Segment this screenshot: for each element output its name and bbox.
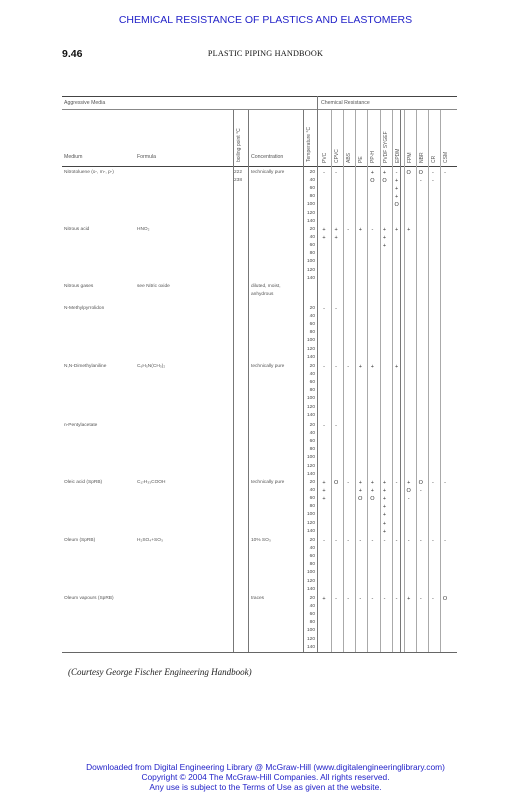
resistance-rating: +	[382, 235, 387, 242]
resistance-rating: +	[370, 488, 374, 495]
chemical-formula: HNO₂	[137, 227, 150, 232]
resistance-rating: -	[419, 596, 422, 602]
resistance-rating: -	[371, 227, 374, 233]
resistance-rating: +	[322, 227, 326, 233]
temperature-value: 40	[309, 431, 315, 437]
temperature-value: 60	[309, 380, 315, 386]
concentration-value: technically pure	[251, 170, 285, 175]
resistance-rating: +	[382, 496, 387, 503]
resistance-rating: -	[323, 423, 325, 429]
material-column-header: PE	[358, 156, 365, 163]
chemical-formula: C₆H₅N(CH₃)₂	[137, 364, 166, 369]
temperature-value: 80	[309, 388, 315, 394]
temperature-value: 80	[309, 194, 315, 200]
resistance-rating: +	[322, 235, 326, 242]
chemical-formula: see Nitric oxide	[137, 284, 170, 289]
temperature-value: 60	[309, 612, 315, 618]
medium-name: N-Methylpyrrolidon	[64, 306, 105, 311]
resistance-rating: +	[382, 243, 387, 250]
resistance-rating: +	[358, 488, 362, 495]
table-bottom-rule	[62, 652, 457, 653]
resistance-rating: O	[370, 496, 375, 503]
formula-column-header: Formula	[137, 154, 157, 160]
resistance-rating: -	[407, 496, 410, 503]
footer-copyright-line: Copyright © 2004 The McGraw-Hill Companies. All rights reserved.	[141, 772, 390, 782]
temperature-value: 80	[309, 562, 315, 568]
resistance-rating: +	[382, 504, 387, 511]
resistance-rating: +	[334, 235, 338, 242]
resistance-rating: -	[383, 596, 386, 602]
material-column-divider	[380, 110, 381, 652]
medium-name: Oleic acid (SpRB)	[64, 480, 103, 485]
resistance-rating: -	[419, 488, 422, 495]
resistance-rating: -	[335, 538, 338, 544]
material-column-divider	[428, 110, 429, 652]
resistance-rating: -	[431, 596, 434, 602]
material-column-divider	[355, 110, 356, 652]
temperature-value: 140	[306, 412, 315, 418]
temperature-value: 100	[306, 259, 315, 265]
temperature-value: 20	[309, 170, 315, 175]
resistance-rating: -	[444, 170, 446, 176]
material-column-header: PVDF SYGEF	[382, 131, 389, 163]
material-column-divider	[404, 110, 405, 652]
boiling-point-value: 238	[234, 178, 243, 184]
temperature-value: 100	[306, 338, 315, 344]
temperature-value: 20	[309, 596, 315, 601]
resistance-rating: -	[335, 306, 338, 312]
aggressive-media-header: Aggressive Media	[64, 100, 106, 106]
material-column-header: NBR	[418, 152, 425, 163]
temperature-value: 120	[306, 210, 315, 216]
resistance-rating: -	[347, 596, 350, 602]
resistance-rating: -	[335, 364, 338, 370]
resistance-rating: -	[347, 538, 350, 544]
resistance-rating: O	[406, 170, 411, 176]
temperature-value: 20	[309, 306, 315, 311]
resistance-rating: +	[370, 364, 374, 370]
temperature-value: 120	[306, 520, 315, 526]
footer-download-line: Downloaded from Digital Engineering Library @ McGraw-Hill (www.digitalengineeringlibrary.com)	[86, 762, 445, 772]
resistance-rating: +	[382, 512, 387, 519]
temperature-value: 100	[306, 396, 315, 402]
resistance-rating: -	[323, 364, 325, 370]
concentration-value: diluted, moist,	[251, 284, 281, 289]
boiling-point-column-header: boiling point °C	[236, 128, 242, 162]
resistance-rating: -	[383, 538, 386, 544]
resistance-rating: O	[370, 178, 375, 185]
column-divider	[317, 96, 318, 652]
resistance-rating: +	[322, 596, 326, 602]
resistance-rating: +	[322, 488, 326, 495]
resistance-rating: O	[418, 170, 423, 176]
material-column-divider	[331, 110, 332, 652]
resistance-rating: -	[419, 178, 422, 185]
resistance-rating: O	[382, 178, 387, 185]
temperature-value: 120	[306, 636, 315, 642]
material-column-divider	[416, 110, 417, 652]
temperature-value: 140	[306, 354, 315, 360]
concentration-value: technically pure	[251, 364, 285, 369]
resistance-rating: +	[407, 227, 411, 233]
courtesy-note: (Courtesy George Fischer Engineering Handbook)	[68, 667, 252, 677]
resistance-rating: -	[371, 596, 374, 602]
resistance-rating: O	[442, 596, 448, 602]
resistance-rating: +	[394, 364, 399, 370]
temperature-value: 20	[309, 480, 315, 485]
column-divider	[233, 110, 234, 652]
temperature-value: 80	[309, 620, 315, 626]
temperature-value: 80	[309, 447, 315, 453]
concentration-value: technically pure	[251, 480, 285, 485]
medium-name: N,N-Dimethylaniline	[64, 364, 107, 369]
temperature-column-header: Temperature °C	[306, 126, 312, 162]
temperature-value: 60	[309, 439, 315, 445]
temperature-value: 120	[306, 346, 315, 352]
concentration-value: traces	[251, 596, 265, 601]
resistance-rating: O	[333, 480, 339, 486]
resistance-rating: -	[323, 538, 325, 544]
temperature-value: 40	[309, 235, 315, 241]
resistance-rating: -	[395, 538, 398, 544]
medium-column-header: Medium	[64, 154, 83, 160]
resistance-rating: +	[322, 480, 326, 486]
table-top-rule	[62, 96, 457, 97]
temperature-value: 20	[309, 423, 315, 428]
resistance-rating: -	[431, 178, 434, 185]
temperature-value: 100	[306, 455, 315, 461]
medium-name: Nitrous gases	[64, 284, 94, 289]
temperature-value: 140	[306, 218, 315, 224]
resistance-rating: +	[394, 194, 399, 201]
material-column-header: EPDM	[394, 148, 401, 163]
temperature-value: 100	[306, 512, 315, 518]
medium-name: Nitrotoluene (o-, m-, p-)	[64, 170, 114, 175]
temperature-value: 120	[306, 463, 315, 469]
concentration-value: 10% SO₃	[251, 538, 271, 543]
resistance-rating: +	[358, 227, 362, 233]
temperature-value: 100	[306, 202, 315, 208]
material-column-header: CSM	[443, 151, 449, 163]
resistance-rating: +	[394, 178, 399, 185]
material-column-divider	[440, 110, 441, 652]
temperature-value: 40	[309, 604, 315, 610]
resistance-rating: O	[394, 202, 399, 209]
material-column-header: CR	[430, 155, 437, 163]
column-divider	[248, 110, 249, 652]
temperature-value: 20	[309, 538, 315, 543]
temperature-value: 40	[309, 546, 315, 552]
resistance-rating: +	[358, 364, 362, 370]
resistance-rating: -	[419, 538, 422, 544]
resistance-rating: -	[359, 538, 362, 544]
temperature-value: 100	[306, 570, 315, 576]
resistance-rating: -	[395, 480, 398, 486]
temperature-value: 60	[309, 496, 315, 502]
temperature-value: 120	[306, 404, 315, 410]
concentration-value: anhydrous	[251, 292, 274, 298]
concentration-column-header: Concentration	[251, 154, 284, 160]
resistance-rating: -	[347, 364, 350, 370]
resistance-rating: -	[359, 596, 362, 602]
footer-terms-line: Any use is subject to the Terms of Use as given at the website.	[149, 782, 382, 792]
resistance-rating: -	[323, 306, 325, 312]
material-column-header: CPVC	[334, 149, 341, 163]
temperature-value: 140	[306, 471, 315, 477]
resistance-rating: -	[395, 170, 398, 176]
resistance-rating: -	[431, 538, 434, 544]
resistance-rating: +	[382, 170, 387, 176]
resistance-rating: -	[431, 170, 434, 176]
table-header-rule	[62, 166, 457, 167]
resistance-rating: -	[407, 538, 410, 544]
temperature-value: 120	[306, 578, 315, 584]
resistance-rating: -	[323, 170, 325, 176]
material-column-divider	[343, 110, 344, 652]
temperature-value: 140	[306, 586, 315, 592]
temperature-value: 140	[306, 644, 315, 650]
resistance-rating: +	[382, 520, 387, 527]
chemical-formula: C₁₇H₃₃COOH	[137, 480, 166, 485]
chemical-resistance-header: Chemical Resistance	[321, 100, 370, 106]
temperature-value: 40	[309, 178, 315, 184]
temperature-value: 140	[306, 528, 315, 534]
resistance-rating: +	[407, 596, 411, 602]
temperature-value: 60	[309, 322, 315, 328]
resistance-rating: O	[358, 496, 363, 503]
table-group-rule	[62, 109, 457, 110]
temperature-value: 40	[309, 372, 315, 378]
resistance-rating: -	[335, 596, 338, 602]
resistance-rating: O	[418, 480, 423, 486]
resistance-rating: +	[322, 496, 326, 503]
material-column-header: FPM	[406, 152, 413, 163]
resistance-rating: O	[406, 488, 411, 495]
temperature-value: 60	[309, 243, 315, 249]
resistance-rating: -	[395, 596, 398, 602]
resistance-rating: +	[407, 480, 411, 486]
resistance-rating: +	[394, 186, 399, 193]
resistance-rating: +	[358, 480, 362, 486]
resistance-rating: -	[335, 423, 338, 429]
resistance-rating: +	[370, 170, 374, 176]
resistance-rating: +	[382, 480, 387, 486]
temperature-value: 40	[309, 314, 315, 320]
page-number: 9.46	[62, 48, 83, 60]
resistance-rating: -	[335, 170, 338, 176]
temperature-value: 140	[306, 275, 315, 281]
temperature-value: 100	[306, 628, 315, 634]
medium-name: n-Pentylacetate	[64, 423, 98, 428]
temperature-value: 20	[309, 364, 315, 369]
temperature-value: 80	[309, 251, 315, 257]
resistance-rating: -	[431, 480, 434, 486]
resistance-rating: -	[371, 538, 374, 544]
material-column-divider	[367, 110, 368, 652]
document-banner: CHEMICAL RESISTANCE OF PLASTICS AND ELASTOMERS	[118, 14, 413, 26]
material-column-header: PVC	[322, 152, 328, 163]
chemical-formula: H₂SO₄+SO₃	[137, 538, 163, 543]
boiling-point-value: 222	[234, 170, 243, 175]
running-head: PLASTIC PIPING HANDBOOK	[207, 49, 324, 58]
resistance-rating: +	[382, 227, 387, 233]
medium-name: Oleum (SpRB)	[64, 538, 96, 543]
temperature-value: 80	[309, 330, 315, 336]
resistance-rating: -	[444, 538, 446, 544]
resistance-rating: +	[382, 528, 387, 535]
temperature-value: 20	[309, 227, 315, 232]
resistance-rating: -	[444, 480, 446, 486]
material-column-header: PP-H	[370, 151, 377, 163]
temperature-value: 40	[309, 488, 315, 494]
temperature-value: 60	[309, 186, 315, 192]
resistance-rating: +	[394, 227, 399, 233]
material-column-header: ABS	[346, 152, 353, 163]
medium-name: Nitrous acid	[64, 227, 90, 232]
temperature-value: 120	[306, 267, 315, 273]
resistance-rating: +	[370, 480, 374, 486]
temperature-value: 60	[309, 554, 315, 560]
temperature-value: 80	[309, 504, 315, 510]
resistance-rating: -	[347, 227, 350, 233]
resistance-rating: +	[382, 488, 387, 495]
resistance-rating: +	[334, 227, 338, 233]
medium-name: Oleum vapours (SpRB)	[64, 596, 114, 601]
resistance-rating: -	[347, 480, 350, 486]
